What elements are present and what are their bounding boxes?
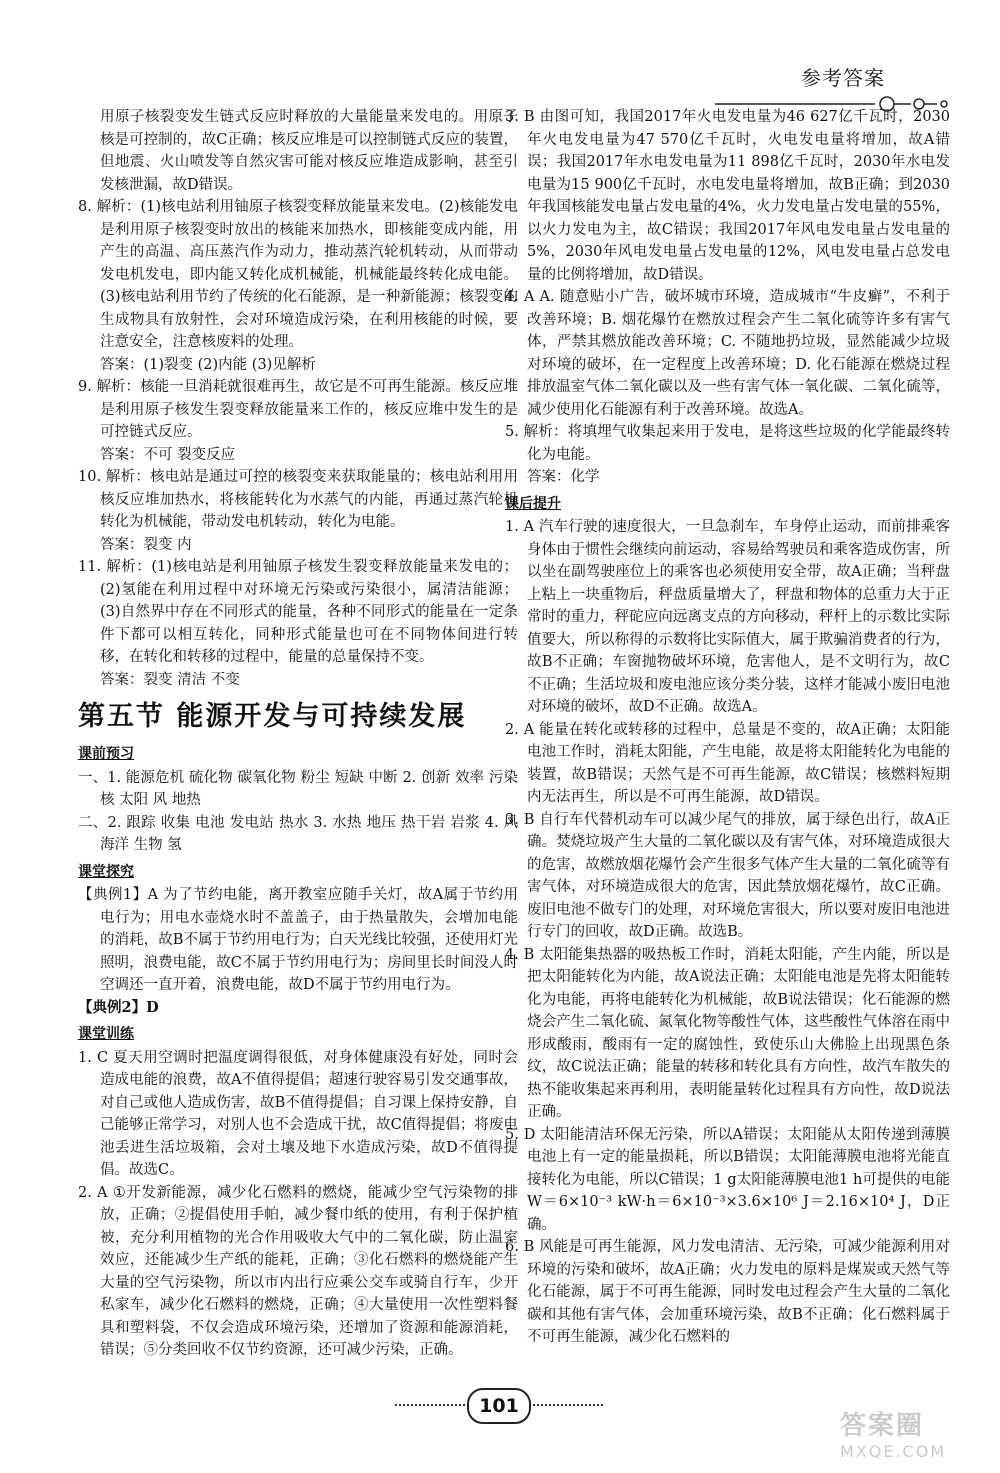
footer-dots-left: [395, 1404, 465, 1406]
answer-paragraph: 2. A ①开发新能源，减少化石燃料的燃烧，能减少空气污染物的排放，正确；②提倡使用手帕，减少餐巾纸的使用，有利于保护植被，充分利用植物的光合作用吸收大气中的二氧化碳，防止温室效应，还能减少生产纸的能耗，正确；③化石燃料的燃烧能产生大量的空气污染物，所以市内出行应乘公交车或骑自行车，少开私家车，减少化石燃料的燃烧，正确；④大量使用一次性塑料餐具和塑料袋，不仅会造成环境污染，还增加了资源和能源消耗，错误；⑤分类回收不仅节约资源，还可减少污染，正确。: [78, 1184, 518, 1358]
answer-paragraph: 10. 解析：核电站是通过可控的核裂变来获取能量的；核电站利用用核反应堆加热水，将核能转化为水蒸气的内能，再通过蒸汽轮机转化为机械能，带动发电机转动，转化为电能。: [78, 469, 518, 530]
answer-paragraph: 【典例2】D: [78, 998, 159, 1016]
answer-paragraph: 3. B 由图可知，我国2017年火电发电量为46 627亿千瓦时，2030年火电发电量为47 570亿千瓦时，火电发电量将增加，故A错误；我国2017年水电发电量为11 898亿千瓦时，2030年水电发电量为15 900亿千瓦时，水电发电量将增加，故B正确；到2030年我国核能发电量占发电量的4%，火力发电量占发电量的55%，以火力发电为主，故C错误；我国2017年风电发电量占发电量的5%，2030年风电发电量占发电量的12%，风电发电量占总发电量的比例将增加，故D错误。: [505, 109, 950, 283]
watermark-url: MXQE.COM: [840, 1442, 947, 1461]
answer-paragraph: 一、1. 能源危机 硫化物 碳氧化物 粉尘 短缺 中断 2. 创新 效率 污染 核 太阳 风 地热: [78, 769, 518, 808]
answer-paragraph: 8. 解析：(1)核电站利用铀原子核裂变释放能量来发电。(2)核能发电是利用原子核裂变时放出的核能来加热水，即核能变成内能，用产生的高温、高压蒸汽作为动力，推动蒸汽轮机转动，从而带动发电机发电，即内能又转化成机械能，机械能最终转化成电能。(3)核电站利用节约了传统的化石能源，是一种新能源；核裂变的生成物具有放射性，会对环境造成污染，在利用核能的时候，要注意安全，注意核废料的处理。: [78, 199, 518, 350]
answer-paragraph: 答案：裂变 内: [100, 536, 192, 553]
subsection-label: 课堂探究: [78, 863, 134, 880]
answer-paragraph: 3. B 自行车代替机动车可以减少尾气的排放，属于绿色出行，故A正确。焚烧垃圾产生大量的二氧化碳以及有害气体，对环境造成很大的危害，故燃放烟花爆竹会产生很多气体产生大量的二氧化硫等有害气体，对环境造成很大的危害，因此禁放烟花爆竹，故C正确。废旧电池不做专门的处理，对环境危害很大，所以要对废旧电池进行专门的回收，故D正确。故选B。: [505, 811, 950, 940]
answer-paragraph: 4. B 太阳能集热器的吸热板工作时，消耗太阳能，产生内能，所以是把太阳能转化为内能，故A说法正确；太阳能电池是先将太阳能转化为电能，再将电能转化为机械能，故B说法错误；化石能源的燃烧会产生二氧化硫、氮氧化物等酸性气体，这些酸性气体溶在雨中形成酸雨，酸雨有一定的腐蚀性，致使乐山大佛脸上出现黑色条纹，故C说法正确；能量的转移和转化具有方向性，故汽车散失的热不能收集起来再利用，表明能量转化过程具有方向性，故D说法正确。: [505, 946, 950, 1120]
answer-paragraph: 答案：不可 裂变反应: [100, 446, 236, 463]
answer-paragraph: 1. C 夏天用空调时把温度调得很低，对身体健康没有好处，同时会造成电能的浪费，故A不值得提倡；超速行驶容易引发交通事故，对自己或他人造成伤害，故B不值得提倡；自习课上保持安静，自己能够正常学习，对别人也不会造成干扰，故C值得提倡；将废电池丢进生活垃圾箱，会对土壤及地下水造成污染，故D不值得提倡。故选C。: [78, 1049, 518, 1178]
answer-paragraph: 答案：(1)裂变 (2)内能 (3)见解析: [100, 356, 316, 373]
subsection-label: 课堂训练: [78, 1026, 134, 1042]
answer-paragraph: 5. D 太阳能清洁环保无污染，所以A错误；太阳能从太阳传递到薄膜电池上有一定的能量损耗，所以B错误；太阳能薄膜电池将光能直接转化为电能，所以C错误；1 g太阳能薄膜电池1 h可提供的电能W＝6×10⁻³ kW·h＝6×10⁻³×3.6×10⁶ J＝2.16×10⁴ J，D正确。: [505, 1126, 950, 1233]
subsection-label: 课后提升: [505, 495, 561, 512]
answer-paragraph: 二、2. 跟踪 收集 电池 发电站 热水 3. 水热 地压 热干岩 岩浆 4. 风 海洋 生物 氢: [78, 814, 518, 853]
page-footer: [395, 1388, 605, 1422]
footer-dots-right: [533, 1404, 603, 1406]
left-column: [78, 106, 518, 1362]
answer-paragraph: 用原子核裂变发生链式反应时释放的大量能量来发电的。用原子核是可控制的，故C正确；核反应堆是可以控制链式反应的装置，但地震、火山喷发等自然灾害可能对核反应堆造成影响，甚至引发核泄漏，故D错误。: [100, 109, 518, 193]
answer-paragraph: 6. B 风能是可再生能源，风力发电清洁、无污染，可减少能源利用对环境的污染和破坏，故A正确；火力发电的原料是煤炭或天然气等化石能源，属于不可再生能源，同时发电过程会产生大量的二氧化碳和其他有害气体，会加重环境污染，故B不正确；化石燃料属于不可再生能源，减少化石燃料的: [505, 1239, 950, 1345]
subsection-label: 课前预习: [78, 746, 134, 762]
answer-paragraph: 答案：裂变 清洁 不变: [100, 671, 240, 688]
answer-paragraph: 1. A 汽车行驶的速度很大，一旦急刹车，车身停止运动，而前排乘客身体由于惯性会继续向前运动，容易给驾驶员和乘客造成伤害，所以坐在副驾驶座位上的乘客也必须使用安全带，故A正确；当秤盘上粘上一块重物后，秤盘质量增大了，秤盘和物体的总重力大于正常时的重力，秤砣应向远离支点的方向移动，秤杆上的示数比实际值要大，所以称得的示数将比实际值大，属于欺骗消费者的行为，故B不正确；车窗抛物破坏环境，危害他人，是不文明行为，故C不正确；生活垃圾和废电池应该分类分装，这样才能减小废旧电池对环境的破坏，故D不正确。故选A。: [505, 519, 950, 715]
answer-paragraph: 2. A 能量在转化或转移的过程中，总量是不变的，故A正确；太阳能电池工作时，消耗太阳能，产生电能，故是将太阳能转化为电能的装置，故B错误；天然气是不可再生能源，故C错误；核燃料短期内无法再生，所以是不可再生能源，故D错误。: [505, 721, 950, 805]
answer-paragraph: 答案：化学: [527, 469, 600, 485]
watermark-logo: [840, 1405, 990, 1465]
page-header: [715, 60, 955, 110]
answer-paragraph: 【典例1】A 为了节约电能，离开教室应随手关灯，故A属于节约用电行为；用电水壶烧水时不盖盖子，由于热量散失，会增加电能的消耗，故B不属于节约用电行为；白天光线比较强，还使用灯光照明，浪费电能，故C不属于节约用电行为；房间里长时间没人时空调还一直开着，浪费电能，故D不属于节约用电行为。: [78, 887, 518, 993]
answer-paragraph: 11. 解析：(1)核电站是利用铀原子核发生裂变释放能量来发电的；(2)氢能在利用过程中对环境无污染或污染很小，属清洁能源；(3)自然界中存在不同形式的能量，各种不同形式的能量在一定条件下都可以相互转化，同种形式能量也可在不同物体间进行转移，在转化和转移的过程中，能量的总量保持不变。: [78, 559, 518, 665]
answer-paragraph: 5. 解析：将填埋气收集起来用于发电，是将这些垃圾的化学能最终转化为电能。: [505, 424, 950, 463]
header-title: 参考答案: [801, 66, 885, 90]
answer-paragraph: 9. 解析：核能一旦消耗就很难再生，故它是不可再生能源。核反应堆是利用原子核发生裂变释放能量来工作的，核反应堆中发生的是可控链式反应。: [78, 379, 518, 440]
section-title: 第五节 能源开发与可持续发展: [78, 701, 467, 732]
watermark-text: 答案圈: [840, 1411, 925, 1441]
right-column: [505, 106, 950, 1349]
answer-paragraph: 4. A A. 随意贴小广告，破坏城市环境，造成城市“牛皮癣”，不利于改善环境；B. 烟花爆竹在燃放过程会产生二氧化硫等许多有害气体，严禁其燃放能改善环境；C. 不随地扔垃圾，显然能减少垃圾对环境的破坏，在一定程度上改善环境；D. 化石能源在燃烧过程排放温室气体二氧化碳以及一些有害气体一氧化碳、二氧化硫等，减少使用化石能源有利于改善环境。故选A。: [505, 289, 950, 418]
page-number: 101: [467, 1388, 531, 1424]
